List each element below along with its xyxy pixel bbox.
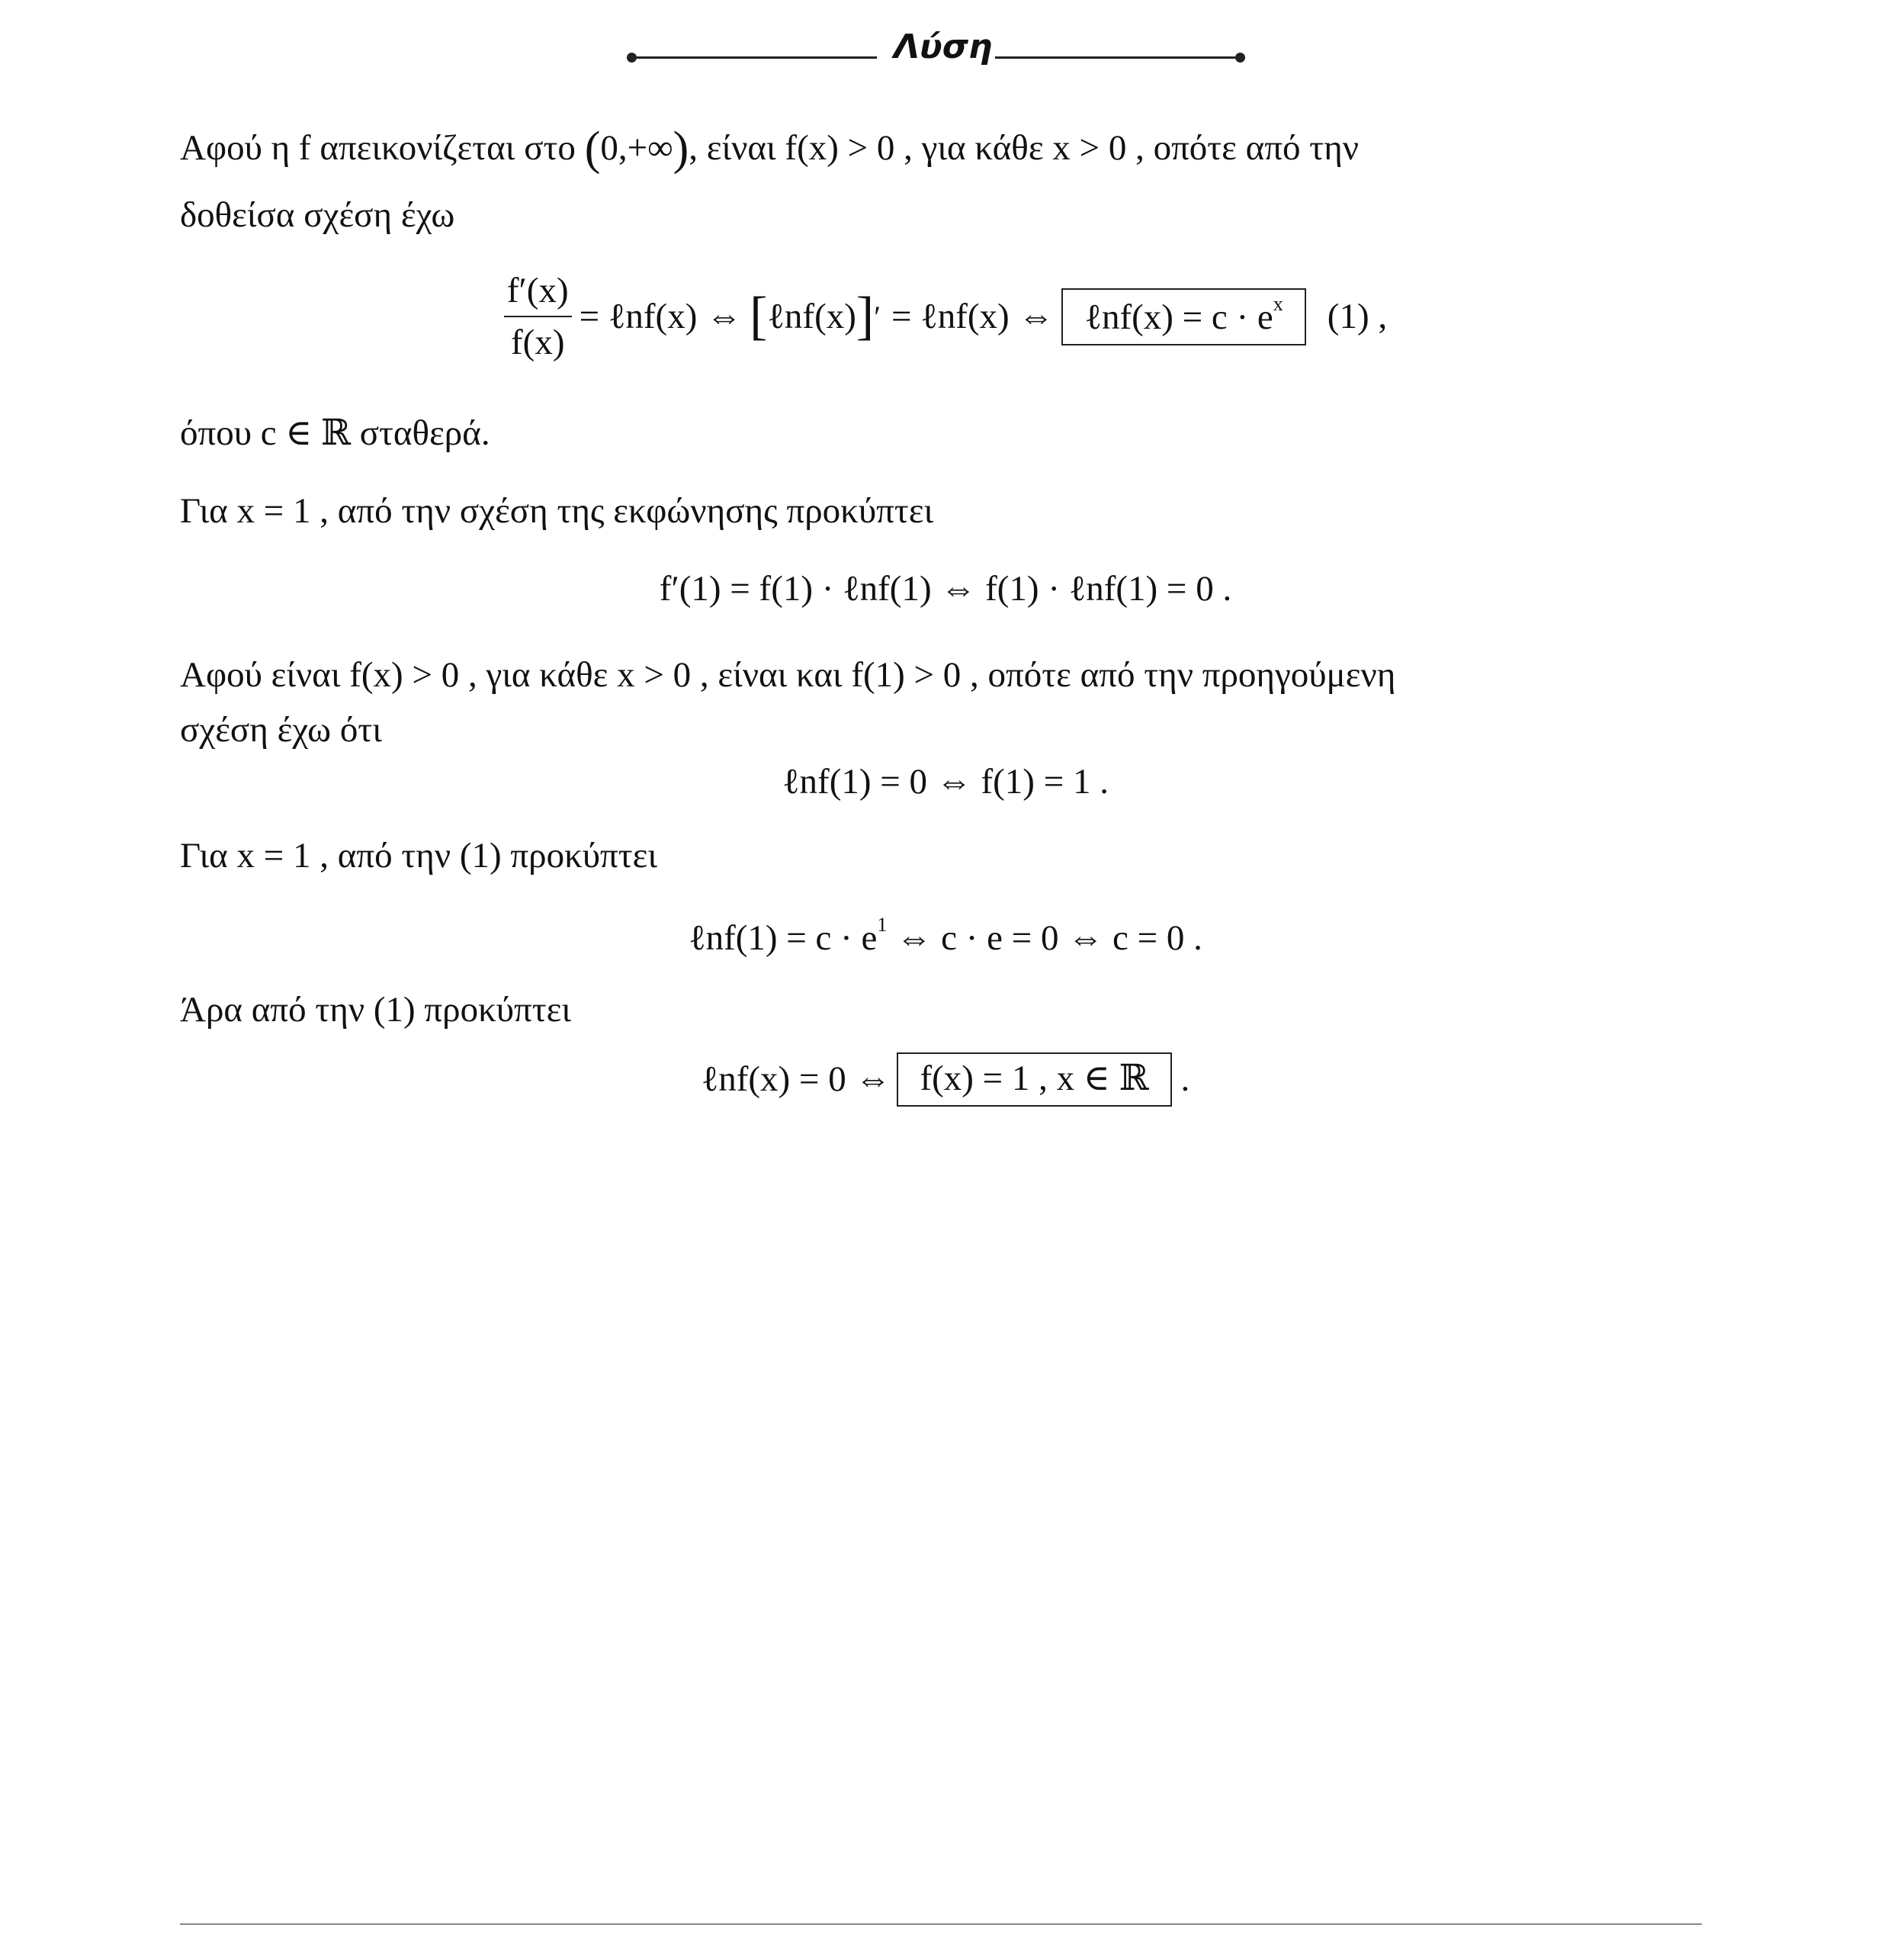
paragraph-5: Για x = 1 , από την (1) προκύπτει [180,836,658,876]
paragraph-2: όπου c ∈ ℝ σταθερά. [180,413,490,453]
equation-1-middle-1: = ℓnf(x) ⇔ [579,297,743,336]
paragraph-1-text-a: Αφού η f απεικονίζεται στο [180,128,576,168]
paragraph-1-text-b: , είναι f(x) > 0 , για κάθε x > 0 , οπότε από την [689,128,1359,168]
footer-rule [180,1923,1702,1925]
left-bracket: [ [750,287,768,345]
right-bracket: ] [856,287,875,345]
equation-5-end: . [1180,1059,1190,1099]
equation-4-part-a: ℓnf(1) = c · e [689,918,878,958]
equation-1-boxed-result [1061,288,1305,345]
equation-5-part-a: ℓnf(x) = 0 ⇔ [701,1059,891,1099]
equation-4-part-b: ⇔ c · e = 0 ⇔ c = 0 . [896,918,1202,958]
boxed-result-text: ℓnf(x) = c · e [1084,297,1273,337]
heading-rule-left [633,56,877,59]
equation-3: ℓnf(1) = 0 ⇔ f(1) = 1 . [782,762,1109,802]
interval-open-paren: ( [584,123,601,175]
equation-4 [0,914,1891,959]
derivative-prime: ′ [874,299,881,334]
paragraph-3: Για x = 1 , από την σχέση της εκφώνησης προκύπτει [180,491,934,531]
paragraph-1-line-2: δοθείσα σχέση έχω [180,195,455,235]
heading-rule-right-dot [1235,53,1245,63]
fraction-numerator: f′(x) [504,270,572,317]
interval-close-paren: ) [673,123,689,175]
equation-1-tag: (1) , [1327,297,1388,336]
interval-text: 0,+∞ [600,128,673,168]
equation-2: f′(1) = f(1) · ℓnf(1) ⇔ f(1) · ℓnf(1) = 0 . [659,569,1232,609]
paragraph-1-line-1 [180,122,1359,176]
equation-1-fraction [504,270,572,363]
paragraph-4-line-1: Αφού είναι f(x) > 0 , για κάθε x > 0 , είναι και f(1) > 0 , οπότε από την προηγούμενη [180,655,1396,695]
equation-1-middle-2: = ℓnf(x) ⇔ [891,297,1055,336]
section-title: Λύση [894,27,993,66]
equation-5-boxed-result: f(x) = 1 , x ∈ ℝ [897,1052,1171,1107]
equation-4-exponent: 1 [877,914,888,936]
equation-5 [0,1046,1891,1112]
paragraph-4-line-2: σχέση έχω ότι [180,710,382,750]
boxed-result-exponent: x [1273,292,1283,315]
equation-1 [0,271,1891,362]
paragraph-6: Άρα από την (1) προκύπτει [180,990,572,1030]
fraction-denominator: f(x) [511,323,565,362]
bracket-inner: ℓnf(x) [767,297,856,336]
heading-rule-right [995,56,1239,59]
